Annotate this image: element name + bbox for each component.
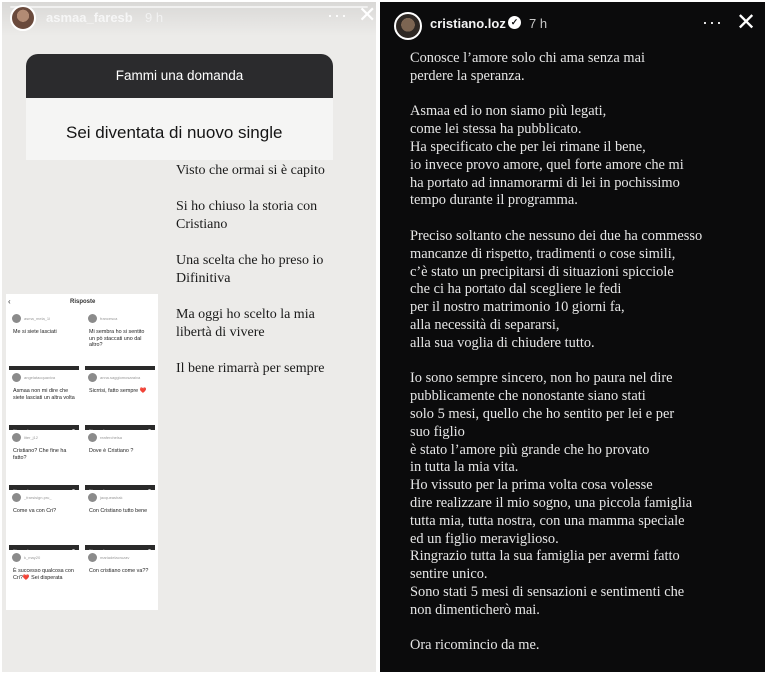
- reply-text: Dove è Cristiano ?: [89, 448, 134, 454]
- story-text-line: tutta mia, tutta nostra, con una mamma speciale: [410, 512, 685, 529]
- left-story-panel: [2, 2, 376, 672]
- replies-header: [6, 294, 158, 310]
- reply-card: [85, 370, 155, 435]
- reply-username: francesca: [100, 316, 118, 321]
- story-text-line: è stato l’amore più grande che ho provato: [410, 441, 650, 458]
- question-text: Sei diventata di nuovo single: [66, 123, 283, 142]
- story-text: [410, 50, 760, 672]
- replies-title: Risposte: [70, 299, 96, 305]
- story-paragraph: [410, 103, 760, 210]
- reply-text: Me si siete lasciati: [13, 329, 57, 335]
- avatar[interactable]: [10, 5, 36, 31]
- story-text-line: dire realizzare il mio sogno, una piccola famiglia: [410, 494, 693, 511]
- reply-text: Cristiano? Che fine ha fatto?: [13, 448, 67, 461]
- reply-card: [9, 370, 79, 435]
- reply-card: [9, 430, 79, 495]
- story-text-line: ed un figlio meraviglioso.: [410, 530, 559, 547]
- reply-text: Asmaa non mi dire che siete lasciati un altra volta: [13, 388, 75, 401]
- avatar: [88, 553, 97, 562]
- post-time: 7 h: [529, 16, 548, 31]
- reply-username: k_may20: [24, 555, 41, 560]
- story-text-line: solo 5 mesi, quello che ho sentito per lei e per: [410, 405, 675, 422]
- reply-username: jacqueashak: [100, 495, 123, 500]
- close-icon[interactable]: ✕: [358, 2, 376, 27]
- more-options-icon[interactable]: ···: [327, 5, 348, 25]
- reply-text: Mi sembra ho si sentito un pò staccati uno dal altro?: [89, 329, 145, 348]
- reply-username: _frarsisign.pru_: [24, 495, 52, 500]
- story-text-line: Io sono sempre sincero, non ho paura nel dire: [410, 370, 673, 387]
- username[interactable]: cristiano.loz: [430, 16, 506, 31]
- right-story-panel: [380, 2, 765, 672]
- reply-username: anna.saggiomosaraiva: [100, 375, 141, 380]
- story-text-line: suo figlio: [410, 423, 465, 440]
- story-text-line: alla necessità di separarsi,: [410, 316, 560, 333]
- story-text-line: io invece provo amore, quel forte amore che mi: [410, 156, 684, 173]
- avatar: [12, 373, 21, 382]
- reply-card: [9, 490, 79, 555]
- story-text-line: alla sua voglia di chiudere tutto.: [410, 334, 595, 351]
- story-text-line: Sono stati 5 mesi di sensazioni e sentimenti che: [410, 583, 685, 600]
- story-progress-bar: [10, 6, 368, 8]
- story-text-line: Ora ricomincio da me.: [410, 637, 540, 654]
- reply-text: Come va con Cri?: [13, 508, 57, 514]
- story-paragraph: [410, 370, 760, 619]
- story-text-line: tempo durante il programma.: [410, 192, 578, 209]
- story-text-line: sentire unico.: [410, 566, 488, 583]
- reply-card: [85, 550, 155, 610]
- story-text-line: Ho vissuto per la prima volta cosa volesse: [410, 477, 653, 494]
- story-text-line: pubblicamente che nonostante siano stati: [410, 388, 646, 405]
- reply-username: angelatacquaviva: [24, 375, 56, 380]
- answer-text: Una scelta che ho preso io Difinitiva: [176, 253, 324, 286]
- avatar: [88, 314, 97, 323]
- answer-text: Ma oggi ho scelto la mia libertà di vivere: [176, 307, 315, 340]
- reply-username: asma_mela_1l: [24, 316, 51, 321]
- reply-username: mariadelacruzav: [100, 555, 130, 560]
- avatar: [12, 553, 21, 562]
- answer-text: Il bene rimarrà per sempre: [176, 361, 325, 376]
- back-icon: ‹: [8, 297, 11, 306]
- reply-card: [85, 311, 155, 376]
- story-text-line: non dimenticherò mai.: [410, 601, 540, 618]
- avatar: [12, 433, 21, 442]
- story-text-line: mancanze di rispetto, tradimenti o cose simili,: [410, 245, 676, 262]
- reply-text: Sicrrisi, fatto sempre ❤️: [89, 388, 147, 394]
- avatar: [88, 373, 97, 382]
- more-options-icon[interactable]: ···: [702, 12, 723, 32]
- story-text-line: Ringrazio tutta la sua famiglia per avermi fatto: [410, 548, 680, 565]
- avatar: [88, 493, 97, 502]
- post-time: 9 h: [145, 10, 164, 25]
- story-paragraph: [410, 50, 760, 86]
- answer-text: Si ho chiuso la storia con Cristiano: [176, 199, 318, 232]
- story-paragraph: [410, 637, 760, 655]
- reply-card: [85, 490, 155, 555]
- story-paragraph: [410, 228, 760, 353]
- reply-text: Con cristiano come va??: [89, 568, 149, 574]
- username[interactable]: asmaa_faresb: [46, 10, 133, 25]
- avatar[interactable]: [394, 12, 422, 40]
- story-text-line: per il nostro matrimonio 10 giorni fa,: [410, 299, 625, 316]
- question-sticker-header: Fammi una domanda: [26, 54, 333, 98]
- answers-list: [176, 162, 366, 396]
- story-text-line: c’è stato un precipitarsi di situazioni spicciole: [410, 263, 674, 280]
- reply-card: [85, 430, 155, 495]
- avatar: [12, 314, 21, 323]
- reply-text: Con Cristiano tutto bene: [89, 508, 148, 514]
- reply-username: liter_j12: [24, 435, 39, 440]
- verified-badge-icon: ✓: [508, 16, 521, 29]
- avatar: [88, 433, 97, 442]
- story-text-line: Asmaa ed io non siamo più legati,: [410, 103, 607, 120]
- story-text-line: come lei stessa ha pubblicato.: [410, 121, 582, 138]
- story-text-line: ha portato ad innamorarmi di lei in pochissimo: [410, 174, 680, 191]
- answer-text: Visto che ormai si è capito: [176, 163, 325, 178]
- story-text-line: in tutta la mia vita.: [410, 459, 519, 476]
- story-text-line: perdere la speranza.: [410, 67, 525, 84]
- reply-text: È successo qualcosa con Cri?❤️ Sei disperata: [13, 568, 74, 581]
- story-text-line: Ha specificato che per lei rimane il bene,: [410, 138, 646, 155]
- reply-username: reaferchelsa: [100, 435, 123, 440]
- reply-card: [9, 550, 79, 610]
- close-icon[interactable]: ✕: [736, 9, 757, 36]
- story-text-line: che ci ha portato dal scegliere le fedi: [410, 281, 622, 298]
- replies-screenshot: [6, 294, 158, 610]
- story-text-line: Conosce l’amore solo chi ama senza mai: [410, 50, 645, 66]
- reply-card: [9, 311, 79, 376]
- story-text-line: Preciso soltanto che nessuno dei due ha commesso: [410, 227, 703, 244]
- avatar: [12, 493, 21, 502]
